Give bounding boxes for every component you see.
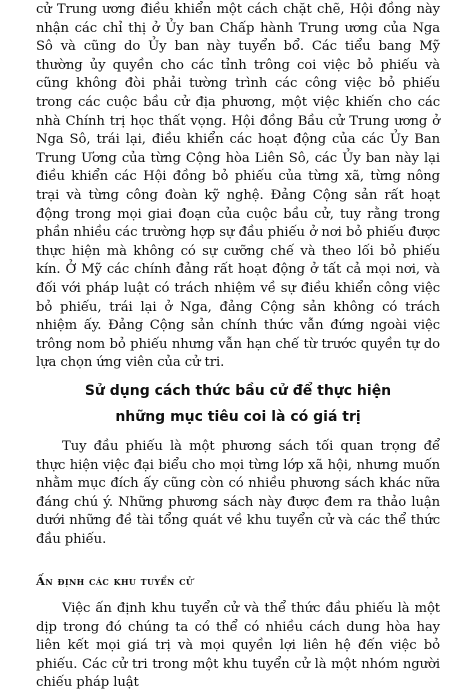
body-paragraph-2: Tuy đầu phiếu là một phương sách tối quan trọng để thực hiện việc đại biểu cho mọi từng lớp xã hội, nhưng muốn nhằm mục đích ấy cũng còn có nhiều phương sách khác nữa đáng chú ý. Những phương sách này được đem ra thảo luận dưới những đề tài tổng quát về khu tuyển cử và các thể thức đầu phiếu.: [36, 439, 440, 547]
section-heading: [36, 378, 440, 430]
section-heading-line-1: Sử dụng cách thức bầu cử để thực hiện: [84, 383, 392, 399]
section-heading-line-2: những mục tiêu coi là có giá trị: [115, 409, 361, 425]
body-paragraph-3: Việc ấn định khu tuyển cử và thể thức đầu phiếu là một dịp trong đó chúng ta có thể có nhiều cách dung hòa hay liên kết mọi giá trị và mọi quyền lợi liên hệ đến việc bỏ phiếu. Các cử tri trong một khu tuyển cử là một nhóm người chiếu pháp luật: [36, 601, 440, 691]
subsection-heading: Ấn định các khu tuyển cử: [36, 574, 194, 588]
body-paragraph-1: cử Trung ương điều khiển một cách chặt chẽ, Hội đồng này nhận các chỉ thị ở Ủy ban Chấp hành Trung ương của Nga Sô và cũng do Ủy ban này tuyển bổ. Các tiểu bang Mỹ thường ủy quyền cho các tỉnh trông coi việc bỏ phiếu và cũng không đòi phải tường trình các công việc bỏ phiếu trong các cuộc bầu cử địa phương, một việc khiến cho các nhà Chính trị học thất vọng. Hội đồng Bầu cử Trung ương ở Nga Sô, trái lại, điều khiển các hoạt động của các Ủy Ban Trung Ương của từng Cộng hòa Liên Sô, các Ủy ban này lại điều khiển các Hội đồng bỏ phiếu của từng xã, từng nông trại và từng công đoàn kỹ nghệ. Đảng Cộng sản rất hoạt động trong mọi giai đoạn của cuộc bầu cử, tuy rằng trong phần nhiều các trường hợp sự đầu phiếu ở nơi bỏ phiếu được thực hiện mà không có sự cưỡng chế và theo lối bỏ phiếu kín. Ở Mỹ các chính đảng rất hoạt động ở tất cả mọi nơi, và đối với pháp luật có trách nhiệm về sự điều khiển công việc bỏ phiếu, trái lại ở Nga, đảng Cộng sản không có trách nhiệm ấy. Đảng Cộng sản chính thức vẫn đứng ngoài việc trông nom bỏ phiếu nhưng vẫn hạn chế từ trước quyền tự do lựa chọn ứng viên của cử tri.: [36, 2, 440, 371]
